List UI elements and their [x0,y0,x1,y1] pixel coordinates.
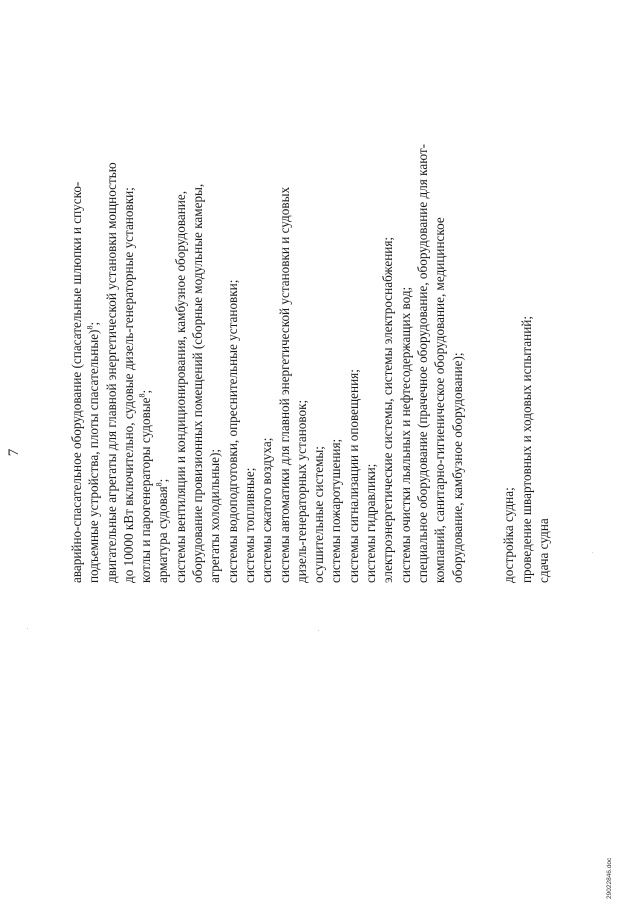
text-line-content: системы очистки льяльных и нефтесодержащих вод; [397,286,413,583]
text-line [258,144,275,583]
text-line [345,144,362,583]
text-line-content: системы автоматики для главной энергетической установки и судовых [276,186,292,583]
scan-speck [592,552,593,553]
body-text [68,144,552,583]
footnote-marker: 8 [85,325,95,330]
scan-speck [27,628,28,629]
text-line-content: системы сигнализации и оповещения; [345,369,361,583]
text-line [120,144,137,583]
text-line [327,144,344,583]
text-line [293,144,310,583]
text-line [276,144,293,583]
text-line-content: системы водоподготовки, опреснительные установки; [224,279,240,583]
text-line-content: системы пожаротушения; [328,438,344,583]
text-line [206,144,223,583]
text-line [310,144,327,583]
text-line [500,144,517,583]
file-name: 29022846.doc [606,857,613,899]
text-line-content: электроэнергетические системы, системы электроснабжения; [380,236,396,583]
text-line [137,144,154,583]
text-line-content: арматура судовая [155,486,171,583]
text-line [414,144,431,583]
text-line [449,144,466,583]
text-line-content: оборудование провизионных помещений (сборные модульные камеры, [190,183,206,583]
punctuation: ; [155,478,171,483]
text-line [85,144,102,583]
footnote-marker: 8 [137,393,147,398]
text-line-content: котлы и парогенераторы судовые [138,397,154,583]
punctuation: ; [138,389,154,394]
text-line-content: двигательные агрегаты для главной энергетической установки мощностью [103,162,119,583]
text-line-content: системы гидравлики; [363,463,379,583]
text-line [103,144,120,583]
text-line-content: агрегаты холодильные); [207,448,223,583]
text-line [518,144,535,583]
text-line [68,144,85,583]
text-line-content: сдача судна [536,518,552,583]
text-line-content: специальное оборудование (прачечное оборудование, оборудование для кают- [414,143,430,583]
text-line-content: до 10000 кВт включительно, судовые дизель-генераторные установки; [120,187,136,583]
text-line-content: системы сжатого воздуха; [259,437,275,583]
text-line [431,144,448,583]
text-line-content: проведение швартовных и ходовых испытаний; [518,316,534,583]
text-line-content: компаний, санитарно-гигиеническое оборудование, медицинское [432,217,448,583]
text-line [172,144,189,583]
punctuation: ; [86,321,102,326]
text-line-content: оборудование, камбузное оборудование); [449,352,465,583]
text-line-content: аварийно-спасательное оборудование (спасательные шлюпки и спуско- [69,181,84,583]
text-line-content: подъемные устройства, плоты спасательные) [86,329,102,583]
text-line [397,144,414,583]
text-line [483,144,500,583]
footnote-marker: 8 [155,482,165,487]
text-line [362,144,379,583]
page-number: 7 [6,448,22,457]
text-line-content: достройка судна; [501,487,517,583]
text-line [154,144,171,583]
text-line [466,144,483,583]
text-line [189,144,206,583]
scan-speck [318,630,319,631]
text-line-content: дизель-генераторных установок; [293,399,309,583]
text-line-content: системы вентиляции и кондиционирования, камбузное оборудование, [172,190,188,583]
text-line [535,144,552,583]
text-line-content: осушительные системы; [311,446,327,583]
text-line [379,144,396,583]
text-line [241,144,258,583]
text-line [224,144,241,583]
text-line-content: системы топливные; [241,467,257,583]
